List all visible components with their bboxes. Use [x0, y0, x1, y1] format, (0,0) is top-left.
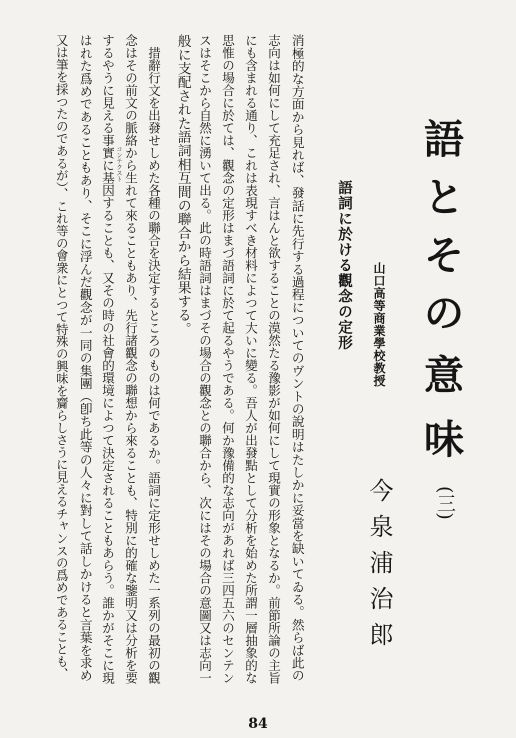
page-number: 84	[248, 716, 268, 732]
body-column: 志向は如何にして充足され、言はんと欲することの漠然たる豫影が如何にして現實の形象となるか。前節所論の主旨	[266, 34, 282, 684]
body-column: 又は筆を採つたのであるが）、これ等の會衆にとつて特殊の興味を齎らしさうに見えるチャンスの爲めであることも、	[54, 34, 69, 680]
author-affiliation: 山口高等商業學校教授	[372, 262, 386, 387]
body-column: にも含まれる通り、これは表現すべき材料によつて大いに變る。吾人が出發點として分析を始めた所謂一層抽象的な	[243, 34, 259, 684]
author-name: 今泉浦治郎	[365, 478, 393, 658]
title-char: 意	[424, 352, 464, 399]
body-column: 措辭行文を出發せしめた各種の聯合を決定するところのものは何であるか。語詞に定形せしめた一系列の最初の觀	[146, 34, 162, 684]
body-column: はれた爲めであることもあり、そこに浮んだ觀念が一同の集團（卽ち此等の人々に對して話しかけると言葉を求め	[77, 34, 93, 682]
body-column: するやうに見える事實に基因することも、又その時の社會的環境によつて決定されることもあらう。誰かがそこに現	[100, 34, 116, 684]
ruby-annotation: コンテクスト	[115, 146, 122, 182]
body-column: 念はその前文の脈絡から生れて來ることもあり、先行諸觀念の聯想から來ることも、特別に的確な鑒明又は分析を要	[123, 34, 139, 684]
section-heading: 語詞に於ける觀念の定形	[336, 180, 353, 351]
title-char: 味	[424, 416, 464, 463]
body-column: 消極的な方面から見れば、發話に先行する過程についてのヴントの說明はたしかに妥當を缺いてゐる。然らば此の	[289, 34, 305, 682]
title-char: そ	[424, 232, 464, 279]
title-char: の	[424, 290, 464, 337]
article-part-number: (三)	[434, 486, 456, 520]
title-char: と	[424, 174, 464, 221]
title-char: 語	[424, 116, 464, 163]
body-column: 般に支配された語詞相互間の聯合から結果する。	[174, 34, 191, 336]
body-column: スはそこから自然に湧いて出る。此の時語詞はまづその場合の觀念との聯合から、次にはその場合の意圖又は志向一	[197, 34, 213, 684]
body-column: 思惟の場合に於ては、觀念の定形はまづ語詞に於て起るやうである。何か豫備的な志向があれば三四五六のセンテン	[220, 34, 236, 684]
